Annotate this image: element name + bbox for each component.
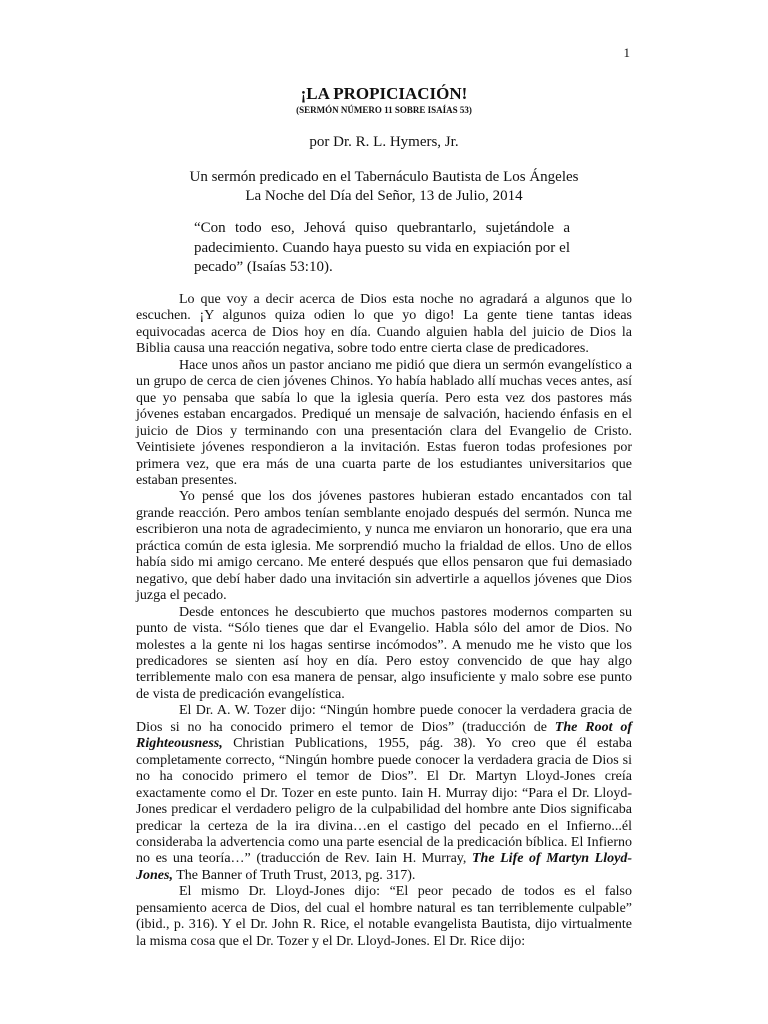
book-title-root-of-righteousness: The Root of Righteousness, [136,719,632,752]
author-line: por Dr. R. L. Hymers, Jr. [309,134,459,150]
tozer-text-1: El Dr. A. W. Tozer dijo: “Ningún hombre puede conocer la verdadera gracia de Dios si no ha conocido primero el temor de Dios” (traducción de [136,703,632,735]
page-number: 1 [623,45,630,60]
preached-date: La Noche del Día del Señor, 13 de Julio, 2014 [245,188,523,204]
preached-info [0,168,768,206]
sermon-body [136,292,632,950]
paragraph: Yo pensé que los dos jóvenes pastores hubieran estado encantados con tal grande reacción. Pero ambos tenían semblante enojado después del sermón. Nunca me escribieron una nota de agradecimiento, y nunca me enviaron un honorario, que era una práctica común de esta iglesia. Me sorprendió mucho la frialdad de ellos. Uno de ellos había sido mi amigo cercano. Me enteré después que ellos pensaron que fui demasiado negativo, que debí haber dado una invitación sin advertirle a aquellos jóvenes que Dios juzga el pecado. [136,489,632,604]
tozer-text-3: The Banner of Truth Trust, 2013, pg. 317). [172,867,416,883]
book-title-life-of-lloyd-jones: The Life of Martyn Lloyd-Jones, [136,851,633,883]
paragraph: Desde entonces he descubierto que muchos pastores modernos comparten su punto de vista. “Sólo tienes que dar el Evangelio. Habla sólo del amor de Dios. No molestes a la gente ni los hagas sentirse incómodos”. A menudo me he visto que los predicadores se sienten así hoy en día. Pero estoy convencido de que hay algo terriblemente malo con esa manera de pensar, algo insuficiente y malo sobre ese punto de vista de predicación evangelística. [136,604,632,702]
paragraph: Lo que voy a decir acerca de Dios esta noche no agradará a algunos que lo escuchen. ¡Y algunos quiza odien lo que yo digo! La gente tiene tantas ideas equivocadas acerca de Dios hoy en día. Cuando alguien habla del juicio de Dios la Biblia causa una reacción negativa, sobre todo entre cierta clase de predicadores. [136,292,632,357]
preached-location: Un sermón predicado en el Tabernáculo Bautista de Los Ángeles [189,169,579,185]
sermon-subtitle: (SERMÓN NÚMERO 11 SOBRE ISAÍAS 53) [296,105,472,115]
paragraph: Hace unos años un pastor anciano me pidió que diera un sermón evangelístico a un grupo de cerca de cien jóvenes Chinos. Yo había hablado allí muchas veces antes, así que yo pensaba que sabía lo que la iglesia quería. Pero esta vez dos pastores más jóvenes estaban encargados. Prediqué un mensaje de salvación, haciendo énfasis en el juicio de Dios y terminando con una presentación clara del Evangelio de Cristo. Veintisiete jóvenes respondieron a la invitación. Estas fueron todas profesiones por primera vez, que era más de una cuarta parte de los estudiantes universitarios que estaban presentes. [136,357,632,488]
epigraph-quote: “Con todo eso, Jehová quiso quebrantarlo, sujetándole a padecimiento. Cuando haya puesto su vida en expiación por el pecado” (Isaías 53:10). [194,220,570,275]
tozer-text-2: Christian Publications, 1955, pág. 38). Yo creo que él estaba completamente correcto, “Ningún hombre puede conocer la verdadera gracia de Dios si no ha conocido primero el temor de Dios”. El Dr. Martyn Lloyd-Jones creía exactamente como el Dr. Tozer en este punto. Iain H. Murray dijo: “Para el Dr. Lloyd-Jones predicar el verdadero peligro de la culpabilidad del hombre ante Dios significaba predicar la certeza de la ira divina…en el castigo del pecado en el Infierno...él consideraba la advertencia como una parte esencial de la predicación bíblica. El Infierno no es una teoría…” (traducción de Rev. Iain H. Murray, [136,736,632,867]
paragraph-tozer [136,703,632,884]
sermon-title: ¡LA PROPICIACIÓN! [300,84,468,103]
paragraph: El mismo Dr. Lloyd-Jones dijo: “El peor pecado de todos es el falso pensamiento acerca de Dios, del cual el hombre natural es tan terriblemente culpable” (ibid., p. 316). Y el Dr. John R. Rice, el notable evangelista Bautista, dijo virtualmente la misma cosa que el Dr. Tozer y el Dr. Lloyd-Jones. El Dr. Rice dijo: [136,884,632,949]
